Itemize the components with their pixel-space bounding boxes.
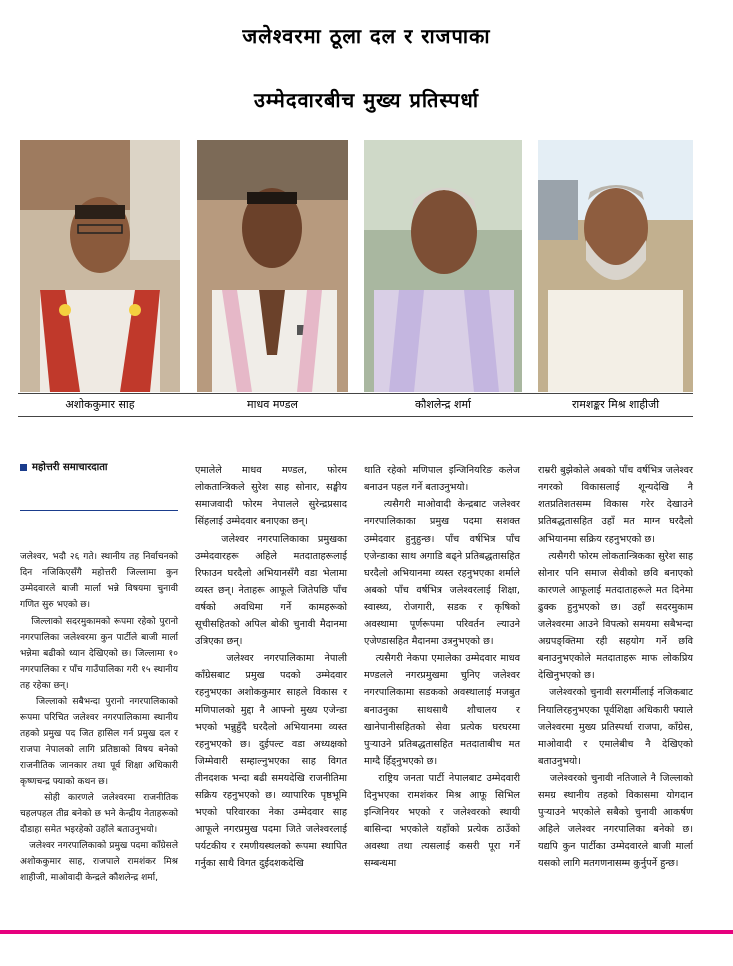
byline-square-icon: [20, 464, 27, 471]
column-text-2: एमालेले माधव मण्डल, फोरम लोकतान्त्रिकले सुरेश साह सोनार, सङ्घीय समाजवादी फोरम नेपालले सुरेन्द्रप्रसाद सिंहलाई उम्मेदवार बनाएका छन्। जलेश्वर नगरपालिकाका प्रमुखका उम्मेदवारहरू अहिले मतदाताहरूलाई रिफाउन घरदैलो अभियानसँगै वडा भेलामा व्यस्त छन्। नेताहरू आफूले जितेपछि पाँच वर्षको अवधिमा गर्ने कामहरूको सूचीसहितको अपिल बोकी चुनावी मैदानमा उत्रिएका छन्। जलेश्वर नगरपालिकामा नेपाली काँग्रेसबाट प्रमुख पदको उम्मेदवार रहनुभएका अशोककुमार साहले विकास र मणिपालको मुद्दा नै आफ्नो मुख्य एजेन्डा भएको भन्नुहुँदै घरदैलो अभियानमा व्यस्त रहनुभएको छ। दुईपल्ट वडा अध्यक्षको जिम्मेवारी सम्हाल्नुभएका साह विगत तीनदशक भन्दा बढी समयदेखि राजनीतिमा सक्रिय रहनुभएको छ। व्यापारिक पृष्ठभूमि भएको परिवारका नेका उम्मेदवार साह आफूले नगरप्रमुख पदमा जिते जलेश्वरलाई पर्यटकीय र रमणीयस्थलको रूपमा स्थापित गर्नुका साथै विगत दुईदशकदेखि: [195, 465, 347, 870]
photo-caption-1: अशोककुमार साह: [65, 398, 135, 411]
byline-text: महोत्तरी समाचारदाता: [32, 462, 108, 474]
candidate-photo-2: [197, 140, 348, 392]
headline-line-2: उम्मेदवारबीच मुख्य प्रतिस्पर्धा: [253, 88, 480, 112]
caption-rule-bottom: [18, 416, 693, 417]
candidate-photo-4: [538, 140, 693, 392]
photo-caption-4: रामशङ्कर मिश्र शाहीजी: [571, 398, 660, 411]
byline-rule: [20, 510, 178, 511]
article-column-2: [195, 428, 347, 890]
caption-rule-top: [18, 393, 693, 394]
candidate-photo-3: [364, 140, 522, 392]
bottom-accent-bar: [0, 930, 733, 934]
column-text-4: राम्ररी बुझेकोले अबको पाँच वर्षभित्र जलेश्वर नगरको विकासलाई शून्यदेखि नै शतप्रतिशतसम्म विकास गरेर देखाउने प्रतिबद्धतासहित उहाँ मत माग्न घरदैलो अभियानमा सक्रिय रहनुभएको छ। त्यसैगरी फोरम लोकतान्त्रिकका सुरेश साह सोनार पनि समाज सेवीको छवि बनाएको कारणले आफूलाई मतदाताहरूले मत दिनेमा ढुक्क हुनुभएको छ। उहाँ सदरमुकाम जलेश्वरमा आउने विपत्को समयमा सबैभन्दा अग्रपङ्क्तिमा रही सहयोग गर्ने छवि बनाउनुभएकोले मतदाताहरू माफ लोकप्रिय देखिनुभएको छ। जलेश्वरको चुनावी सरगर्मीलाई नजिकबाट नियालिरहनुभएका पूर्वशिक्षा अधिकारी फ्याले जलेश्वरमा मुख्य प्रतिस्पर्धा राजपा, काँग्रेस, माओवादी र एमालेबीच नै देखिएको बताउनुभयो। जलेश्वरको चुनावी नतिजाले नै जिल्लाको समग्र स्थानीय तहको विकासमा योगदान पुऱ्याउने भएकोले सबैको चुनावी आकर्षण अहिले जलेश्वर नगरपालिका बनेको छ। यद्यपि कुन पार्टीका उम्मेदवारले बाजी मार्ला यसको लागि मतगणनासम्म कुर्नुपर्ने हुन्छ।: [538, 465, 693, 870]
article-column-1: [20, 428, 178, 902]
column-text-3: थाति रहेको मणिपाल इन्जिनियरिङ कलेज बनाउन पहल गर्ने बताउनुभयो। त्यसैगरी माओवादी केन्द्रबाट जलेश्वर नगरपालिकाका प्रमुख पदमा सशक्त उम्मेदवार हुनुहुन्छ। पाँच वर्षभित्र पाँच एजेन्डाका साथ अगाडि बढ्ने प्रतिबद्धतासहित घरदैलो अभियानमा व्यस्त रहनुभएका शर्माले अबको पाँच वर्षभित्र जलेश्वरलाई शिक्षा, स्वास्थ्य, रोजगारी, सडक र कृषिको अवस्थामा पूर्णरूपमा परिवर्तन ल्याउने एजेण्डासहित मैदानमा उत्रनुभएको छ। त्यसैगरी नेकपा एमालेका उम्मेदवार माधव मण्डलले नगरप्रमुखमा चुनिए जलेश्वर नगरपालिकामा सडकको अवस्थालाई मजबुत बनाउनुका साथसाथै शौचालय र खानेपानीसहितको सेवा प्रत्येक घरघरमा पुऱ्याउने प्रतिबद्धतासहित मतदाताबीच मत माग्दै हिँड्नुभएको छ। राष्ट्रिय जनता पार्टी नेपालबाट उम्मेदवारी दिनुभएका रामशंकर मिश्र आफू सिभिल इन्जिनियर भएको र जलेश्वरको स्थायी बासिन्दा भएकोले यहाँको प्रत्येक ठाउँको अवस्था तथा त्यसलाई कसरी पूरा गर्ने सम्बन्धमा: [364, 465, 520, 870]
candidate-photo-1: [20, 140, 180, 392]
column-text-1: जलेश्वर, भदौ २६ गते। स्थानीय तह निर्वाचनको दिन नजिकिएसँगै महोत्तरी जिल्लामा कुन उम्मेदवारले बाजी मार्ला भन्ने विषयमा चुनावी गणित सुरु भएको छ। जिल्लाको सदरमुकामको रूपमा रहेको पुरानो नगरपालिका जलेश्वरमा कुन पार्टीले बाजी मार्ला भन्नेमा बढीको ध्यान देखिएको छ। जिल्लामा १० नगरपालिका र पाँच गाउँपालिका गरी १५ स्थानीय तह रहेका छन्। जिल्लाको सबैभन्दा पुरानो नगरपालिकाको रूपमा परिचित जलेश्वर नगरपालिकामा स्थानीय तहको प्रमुख पद जित हासिल गर्न प्रमुख दल र राजपा नेपालको लागि प्रतिष्ठाको विषय बनेको राजनीतिक जानकार तथा पूर्व शिक्षा अधिकारी कृष्णचन्द्र फ्याको कथन छ। सोही कारणले जलेश्वरमा राजनीतिक चहलपहल तीव्र बनेको छ भने केन्द्रीय नेताहरूको दौडाहा समेत भइरहेको उहाँले बताउनुभयो। जलेश्वर नगरपालिकाको प्रमुख पदमा काँग्रेसले अशोककुमार साह, राजपाले रामशंकर मिश्र शाहीजी, माओवादी केन्द्रले कौशलेन्द्र शर्मा,: [20, 552, 178, 884]
article-column-4: [538, 428, 693, 890]
article-column-3: [364, 428, 520, 890]
photo-caption-2: माधव मण्डल: [247, 398, 298, 411]
byline: [20, 460, 178, 476]
headline-line-1: जलेश्वरमा ठूला दल र राजपाका: [242, 24, 491, 48]
photo-caption-3: कौशलेन्द्र शर्मा: [415, 398, 471, 411]
